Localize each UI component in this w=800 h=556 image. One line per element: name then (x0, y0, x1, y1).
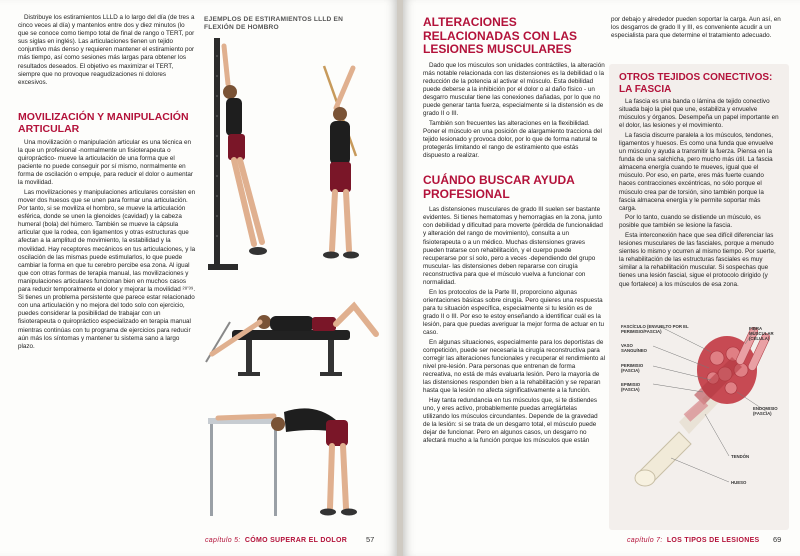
label-fibra: FIBRA MUSCULAR (CÉLULA) (749, 326, 774, 341)
seek-help-text: Las distensiones musculares de grado III suelen ser bastante evidentes. Si tienes hematomas y hemorragias en la zona, junto con debilidad y dificultad para moverte (pérdida de funcionalidad y alteración del rango de movimiento), consulta a un fisioterapeuta o a un médico. Muchas distensiones graves pueden tratarse con rehabilitación, y el cuerpo puede recuperarse por sí solo, pero a veces -dependiendo del grupo muscular- las distensiones deben repararse con cirugía reconstructiva para que el músculo vuelva a funcionar con normalidad. En los protocolos de la Parte III, proporciono algunas orientaciones básicas sobre cirugía. Pero quieres una respuesta para tu situación específica, especialmente si tu lesión es de grado II o III. Por eso te estoy enseñando a identificar cuál es la lesión, para que puedas averiguar la mejor forma de actuar en tu caso. En algunas situaciones, especialmente para los deportistas de competición, puede ser necesaria la cirugía reconstructiva para corregir las alteraciones funcionales y recuperar el rendimiento al nivel pre-lesión. Para personas que entrenan de forma recreativa, no está de más evaluarla lesión. Pero la mayoría de las distensiones responden bien a la rehabilitación y se reparan hasta que la lesión no afecta significativamente a la función. Hay tanta redundancia en tus músculos que, si te distiendes uno, y eres activo, probablemente puedas arreglártelas utilizando los músculos circundantes. Depende de la gravedad de la lesión: si se trata de un desgarro total, el músculo puede dejar de funcionar. Pero en algunos casos, un desgarro no afectará mucho a la función porque los músculos que están (423, 206, 605, 445)
fascia-box-text: La fascia es una banda o lámina de tejido conectivo situada bajo la piel que une, estabiliza y envuelve músculos y órganos. Desempeña un papel importante en el dolor, las lesiones y el movimiento. La fascia discurre paralela a los músculos, tendones, ligamentos y huesos. Es como una funda que envuelve un músculo y ayuda a transmitir la fuerza. Piensa en la funda de una salchicha, pero mucho más útil. La fascia almacena energía cuando te mueves, igual que el músculo. Por eso, en parte, eres más fuerte cuando haces contracciones excéntricas, no sólo porque el músculo crea par de torsión, sino también porque la fascia almacena energía y le permite soportar más carga. Por lo tanto, cuando se distiende un músculo, es posible que también se lesione la fascia. Esta interconexión hace que sea difícil diferenciar las lesiones musculares de las fasciales, porque a menudo sientes lo mismo y ocurren al mismo tiempo. Por suerte, la rehabilitación de las estructuras fasciales es muy similar a la rehabilitación muscular. Si sospechas que tienes una lesión fascial, sigue el protocolo dirigido (y que fortalece) a los músculos de esa zona. (619, 98, 779, 288)
figure-caption: EJEMPLOS DE ESTIRAMIENTOS LLLD EN FLEXIÓN DE HOMBRO (204, 16, 344, 31)
left-text-column (18, 14, 196, 534)
label-epimisio: EPIMISIO (FASCIA) (621, 382, 641, 392)
right-page-number: 69 (773, 535, 782, 544)
right-footer: capítulo 7: LOS TIPOS DE LESIONES (627, 537, 760, 544)
left-footer: capítulo 5: CÓMO SUPERAR EL DOLOR (205, 537, 348, 544)
stretch-figure-bench (204, 292, 382, 380)
muscle-injuries-text: Dado que los músculos son unidades contráctiles, la alteración más notable relacionada con las distensiones es la debilidad o la reducción de la potencia al activar el músculo. Esta debilidad puede deberse a la inhibición por el dolor o al daño físico - un desgarro muscular tiene las conexiones dañadas, por lo que no puede generar tanta fuerza, especialmente si la distensión es de grado II o III. También son frecuentes las alteraciones en la flexibilidad. Poner el músculo en una posición de alargamiento tracciona del tejido lesionado y provoca dolor, por lo que de forma natural te protegerás limitando el rango de estiramiento que estás dispuesto a realizar. (423, 61, 605, 160)
section-title-mobilization: MOVILIZACIÓN Y MANIPULACIÓN ARTICULAR (18, 110, 189, 135)
stretch-figure-table (204, 398, 382, 520)
label-hueso: HUESO (731, 480, 747, 485)
heading-seek-help: CUÁNDO BUSCAR AYUDA PROFESIONAL (423, 173, 575, 201)
label-tendon: TENDÓN (731, 454, 750, 459)
right-main-column (423, 16, 605, 536)
heading-muscle-injuries: ALTERACIONES RELACIONADAS CON LAS LESIONES MUSCULARES (423, 16, 578, 56)
right-top-text: por debajo y alrededor pueden soportar la carga. Aun así, en los desgarros de grado II y III, es conveniente acudir a un especialista para que determine el tratamiento adecuado. (611, 16, 781, 40)
stretch-figure-standing (206, 36, 386, 274)
left-intro-text: Distribuye los estiramientos LLLD a lo largo del día (de tres a cinco veces al día) y mantenlos entre dos y diez minutos (lo que se conoce como tiempo total de final de rango o TERT, por sus siglas en inglés). Las articulaciones tienen un tejido conjuntivo más denso y requieren mantener el estiramiento por más tiempo, así como sesiones más largas para obtener los resultados deseados. El objetivo es maximizar el TERT, siempre que no provoque reagudizaciones ni dolores excesivos. (18, 14, 195, 86)
label-vaso: VASO SANGUÍNEO (621, 343, 648, 353)
right-page (403, 0, 800, 556)
label-endomisio: ENDOMISIO (FASCIA) (753, 406, 778, 416)
left-page-number: 57 (366, 535, 375, 544)
left-page (0, 0, 397, 556)
label-perimisio: PERIMISIO (FASCIA) (621, 363, 644, 373)
left-section-text: Una movilización o manipulación articular es una técnica en la que un profesional -normalmente un fisioterapeuta o quiropráctico- mueve la articulación de una forma que el paciente no puede conseguir por sí mismo, normalmente en forma de oscilación o empuje, para reducir el dolor o aumentar la movilidad. Las movilizaciones y manipulaciones articulares consisten en mover dos huesos que se unen para formar una articulación. Por tanto, si se moviliza el hombro, se mueve la articulación esférica, donde se unen la glenoides (cavidad) y la cabeza humeral (bola) del húmero. También se mueve la cápsula articular que la rodea, con ligamentos y otras estructuras que afectan a la amplitud de movimiento, la estabilidad y la movilidad. Hay receptores mecánicos en tus articulaciones, y la oscilación de las mismas puede estimularlos, lo que puede cambiar la forma en que tu cerebro percibe esa zona. Al igual que con otras formas de terapia manual, las movilizaciones y manipulaciones articulares funcionan bien en muchos casos para reducir temporalmente el dolor y mejorar la movilidad ²⁸ʼ³⁹. Si tienes un problema persistente que parece estar relacionado con una articulación y no mejora del todo solo con ejercicio, puedes considerar la posibilidad de trabajar con un fisioterapeuta o quiropráctico especializado en terapia manual mientras continúas con tu programa de ejercicios para reducir aún más los síntomas y mantener tu sistema sano a largo plazo. (18, 138, 196, 350)
fascia-sidebar-box (609, 64, 789, 530)
label-fasciculo: FASCÍCULO (ENVUELTO POR EL PERIMISIO/FASCIA) (621, 324, 689, 334)
fascia-box-title: OTROS TEJIDOS CONECTIVOS: LA FASCIA (619, 72, 773, 95)
